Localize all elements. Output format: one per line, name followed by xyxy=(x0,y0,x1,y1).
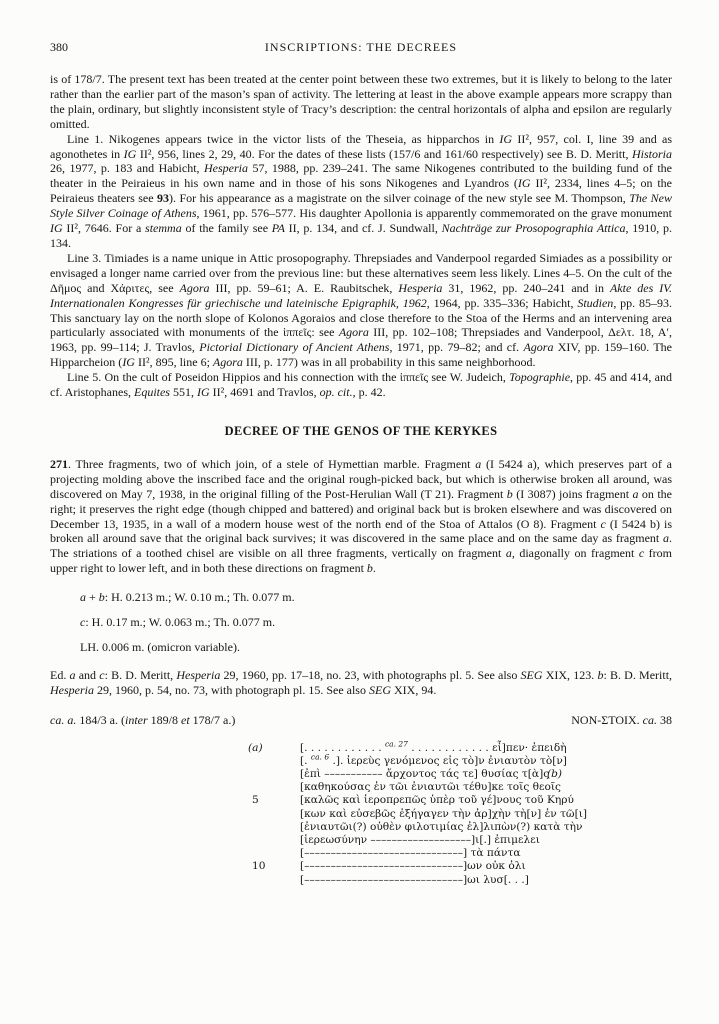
fragment-a-label: (a) xyxy=(248,741,263,754)
inscription-line-9 xyxy=(50,847,672,860)
line-number: 5 xyxy=(252,794,259,807)
inscription-line-11 xyxy=(50,874,672,887)
inscription-line-text: [––––––––––––––––––––––––––––––] τὰ πάντα xyxy=(300,847,521,860)
inscription-line-text: [ἐνιαυτῶι(?) οὐθὲν φιλοτιμίας ἐλ]λιπὼν(?) κατὰ τὴν xyxy=(300,820,583,833)
inscription-line-4 xyxy=(50,781,672,794)
inscription-line-text: [καλῶς καὶ ἱεροπρεπῶς ὑπὲρ τοῦ γέ]νους τοῦ Κηρύ xyxy=(300,794,574,807)
edition-note: Ed. a and c: B. D. Meritt, Hesperia 29, 1960, pp. 17–18, no. 23, with photographs pl. 5. See also SEG XIX, 123. b: B. D. Meritt, Hesperia 29, 1960, p. 54, no. 73, with photograph pl. 15. See also SEG XIX, 94. xyxy=(50,667,673,697)
measurement-line-ab: a + b: H. 0.213 m.; W. 0.10 m.; Th. 0.077 m. xyxy=(80,590,295,605)
inscription-line-10 xyxy=(50,860,672,873)
fragment-b-label: (b) xyxy=(547,768,563,781)
page-header xyxy=(50,40,672,55)
stoichedon-note: ΝΟΝ-ΣΤΟΙΧ. ca. 38 xyxy=(571,712,672,727)
inscription-line-8 xyxy=(50,834,672,847)
catalog-entry-271: 271. Three fragments, two of which join, of a stele of Hymettian marble. Fragment a (I 5424 a), which preserves part of a projecting molding above the inscribed face and the original rough-picked back, but which is otherwise broken all around, was discovered on May 7, 1938, in the original filling of the Post-Herulian Wall (T 21). Fragment b (I 3087) joins fragment a on the right; it preserves the right edge (though chipped and battered) and original back but is broken elsewhere and was discovered on December 13, 1935, in a wall of a modern house west of the north end of the Stoa of Attalos (O 8). Fragment c (I 5424 b) is broken all around save that the original back survives; it was discovered in the same place and on the same day as fragment a. The striations of a toothed chisel are visible on all three fragments, vertically on fragment a, diagonally on fragment c from upper right to lower left, and in both these directions on fragment b. xyxy=(50,456,673,576)
commentary-paragraph-1: is of 178/7. The present text has been treated at the center point between these two extremes, but it is likely to belong to the later rather than the earlier part of the mason’s span of activity. The lettering at least in the above example appears more scrappy than the plain, ordinary, but slightly inconsistent style of Tracy’s description: the central horizontals of alpha and epsilon are regularly omitted. xyxy=(50,72,672,131)
commentary-paragraph-4: Line 5. On the cult of Poseidon Hippios and his connection with the ἱππεῖς see W. Judeich, Topographie, pp. 45 and 414, and cf. Aristophanes, Equites 551, IG II², 4691 and Travlos, op. cit., p. 42. xyxy=(50,370,673,400)
commentary-paragraph-2: Line 1. Nikogenes appears twice in the victor lists of the Theseia, as hipparchos in IG II², 957, col. I, line 39 and as agonothetes in IG II², 956, lines 2, 29, 40. For the dates of these lists (157/6 and 161/60 respectively) see B. D. Meritt, Historia 26, 1977, p. 183 and Habicht, Hesperia 57, 1988, pp. 239–241. The same Nikogenes contributed to the building fund of the theater in the Peiraieus in his own name and in those of his sons Nikogenes and Lyandros (IG II², 2334, lines 4–5; on the Peiraieus theaters see 93). For his appearance as a magistrate on the silver coinage of the new style see M. Thompson, The New Style Silver Coinage of Athens, 1961, pp. 576–577. His daughter Apollonia is apparently commemorated on the grave monument IG II², 7646. For a stemma of the family see PA II, p. 134, and cf. J. Sundwall, Nachträge zur Prosopographia Attica, 1910, p. 134. xyxy=(50,131,673,250)
date-range: ca. a. 184/3 a. (inter 189/8 et 178/7 a.) xyxy=(50,712,236,727)
inscription-text xyxy=(50,739,672,887)
inscription-line-5 xyxy=(50,794,672,807)
inscription-line-text: [. . . . . . . . . . . . $^{ca. 27}$ . . . . . . . . . . . . εἶ]πεν· ἐπειδὴ xyxy=(300,739,567,754)
measurement-line-lh: LH. 0.006 m. (omicron variable). xyxy=(80,640,240,654)
measurement-line-c: c: H. 0.17 m.; W. 0.063 m.; Th. 0.077 m. xyxy=(80,615,276,630)
inscription-line-3 xyxy=(50,768,672,781)
inscription-line-text: [κων καὶ εὐσεβῶς ἐξήγαγεν τὴν ἀρ]χὴν τὴ[ν] ἐν τῶ[ι] xyxy=(300,807,587,820)
inscription-line-2 xyxy=(50,752,672,768)
inscription-line-text: [––––––––––––––––––––––––––––––]ων οὐκ ὀλι xyxy=(300,860,526,873)
inscription-line-text: [. $^{ca. 6}$ .]. ἱερεὺς γενόμενος εἰς τὸ]ν ἐνιαυτὸν τὸ[ν] xyxy=(300,752,567,767)
running-title: INSCRIPTIONS: THE DECREES xyxy=(264,40,458,54)
date-line xyxy=(50,713,672,728)
inscription-line-6 xyxy=(50,808,672,821)
inscription-line-text: [ἐπὶ ––––––––––– ἄρχοντος τάς τε] θυσίας τ[ὰ]ς xyxy=(300,768,550,781)
inscription-line-text: [ἱερεωσύνην –––––––––––––––––––]ι[.] ἐπιμελει xyxy=(300,834,540,847)
commentary-paragraph-3: Line 3. Timiades is a name unique in Attic prosopography. Threpsiades and Vanderpool regarded Simiades as a possibility or envisaged a longer name carried over from the previous line: but these alternatives seem less likely. Lines 4–5. On the cult of the Δῆμος and Χάριτες, see Agora III, pp. 59–61; A. E. Raubitschek, Hesperia 31, 1962, pp. 240–241 and in Akte des IV. Internationalen Kongresses für griechische und lateinische Epigraphik, 1962, 1964, pp. 335–336; Habicht, Studien, pp. 85–93. This sanctuary lay on the north slope of Kolonos Agoraios and close therefore to the Stoa of the Herms and an intervening area particularly associated with monuments of the ἱππεῖς: see Agora III, pp. 102–108; Threpsiades and Vanderpool, Δελτ. 18, Α′, 1963, pp. 99–114; J. Travlos, Pictorial Dictionary of Ancient Athens, 1971, pp. 79–82; and cf. Agora XIV, pp. 159–160. The Hipparcheion (IG II², 895, line 6; Agora III, p. 177) was in all probability in this same neighborhood. xyxy=(50,250,673,370)
inscription-line-text: [––––––––––––––––––––––––––––––]ωι λυσ[. . .] xyxy=(300,873,529,886)
inscription-line-1 xyxy=(50,739,672,755)
page-number: 380 xyxy=(50,40,68,54)
inscription-line-7 xyxy=(50,821,672,834)
inscription-line-text: [καθηκούσας ἐν τῶι ἐνιαυτῶι τέθυ]κε τοῖς θεοῖς xyxy=(300,781,561,794)
line-number: 10 xyxy=(252,860,266,873)
section-heading: DECREE OF THE GENOS OF THE KERYKES xyxy=(224,423,498,438)
